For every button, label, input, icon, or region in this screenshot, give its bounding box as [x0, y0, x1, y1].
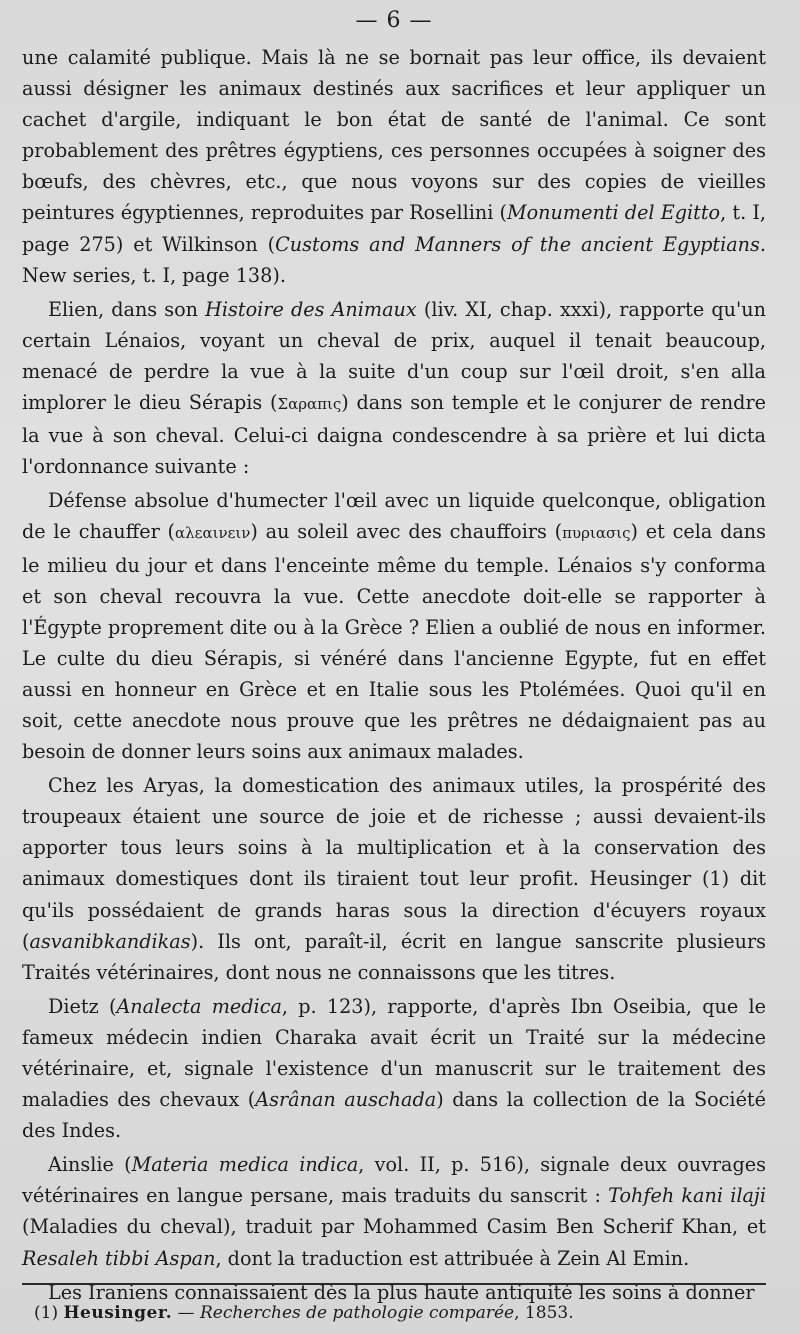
text-run: ) dans son temple et le conjurer de rendre la vue à son cheval. Celui-ci daigna condescendre à sa prière et lui dicta l'ordonnance suivante : [22, 391, 766, 479]
text-run: une calamité publique. Mais là ne se bornait pas leur office, ils devaient aussi désigner les animaux destinés aux sacrifices et leur appliquer un cachet d'argile, indiquant le bon état de santé de l'animal. Ce sont probablement des prêtres égyptiens, ces personnes occupées à soigner des bœufs, des chèvres, etc., que nous voyons sur des copies de vieilles peintures égyptiennes, reproduites par Rosellini ( [22, 46, 766, 225]
greek-term: πυριασις [562, 524, 631, 543]
italic-citation: Asrânan auschada [255, 1088, 437, 1112]
paragraph-p3 [22, 485, 766, 767]
text-run: , dont la traduction est attribuée à Zein Al Emin. [215, 1246, 690, 1270]
text-run: , vol. II, p. 516), signale deux ouvrages vétérinaires en langue persane, mais traduits du sanscrit : [22, 1153, 766, 1208]
text-run: , p. 123), rapporte, d'après Ibn Oseibia, que le fameux médecin indien Charaka avait écrit un Traité sur la médecine vétérinaire, et, signale l'existence d'un manuscrit sur le traitement des maladies des chevaux ( [22, 994, 767, 1112]
paragraph-p5 [22, 991, 766, 1146]
text-run: , t. I, page 275) et Wilkinson ( [22, 201, 766, 256]
italic-citation: Monumenti del Egitto [506, 201, 721, 225]
greek-term: Σαραπις [277, 395, 342, 414]
text-run: (liv. XI, chap. xxxi), rapporte qu'un certain Lénaios, voyant un cheval de prix, auquel il tenait beaucoup, menacé de perdre la vue à la suite d'un coup sur l'œil droit, s'en alla implorer le dieu Sérapis ( [22, 297, 766, 415]
italic-citation: Customs and Manners of the ancient Egyptians. [275, 232, 766, 256]
text-run: ). Ils ont, paraît-il, écrit en langue sanscrite plusieurs Traités vétérinaires, dont nous ne connaissons que les titres. [22, 929, 766, 984]
text-run: ) et cela dans le milieu du jour et dans l'enceinte même du temple. Lénaios s'y conforma et son cheval recouvra la vue. Cette anecdote doit-elle se rapporter à l'Égypte proprement dite ou à la Grèce ? Elien a oublié de nous en informer. Le culte du dieu Sérapis, si vénéré dans l'ancienne Egypte, fut en effet aussi en honneur en Grèce et en Italie sous les Ptolémées. Quoi qu'il en soit, cette anecdote nous prouve que les prêtres ne dédaignaient pas au besoin de donner leurs soins aux animaux malades. [22, 520, 766, 764]
italic-citation: Tohfeh kani ilaji [608, 1184, 767, 1208]
text-run: ) dans la collection de la Société des Indes. [22, 1088, 766, 1143]
footnote-dash: — [172, 1303, 200, 1323]
footnote [34, 1301, 766, 1325]
text-run: New series, t. I, page 138). [22, 263, 286, 287]
footnote-marker: (1) [34, 1303, 59, 1323]
italic-citation: Histoire des Animaux [205, 297, 417, 321]
body-text [22, 42, 766, 1308]
paragraph-p6 [22, 1149, 766, 1273]
text-run: (Maladies du cheval), traduit par Mohammed Casim Ben Scherif Khan, et [22, 1215, 766, 1239]
paragraph-p2 [22, 294, 766, 483]
text-run: Dietz ( [48, 994, 117, 1018]
paragraph-p1 [22, 42, 766, 291]
text-run: Les Iraniens connaissaient dès la plus haute antiquité les soins à donner [48, 1280, 755, 1304]
greek-term: αλεαινειν [175, 524, 251, 543]
footnote-divider [22, 1283, 766, 1285]
italic-citation: asvanibkandikas [29, 929, 191, 953]
text-run: ) au soleil avec des chauffoirs ( [250, 520, 563, 544]
footnote-author: Heusinger. [63, 1303, 173, 1323]
footnote-title: Recherches de pathologie comparée [199, 1303, 515, 1323]
italic-citation: Resaleh tibbi Aspan [22, 1246, 216, 1270]
footnote-year: , 1853. [514, 1303, 574, 1323]
page-number: — 6 — [355, 8, 433, 33]
text-run: Chez les Aryas, la domestication des animaux utiles, la prospérité des troupeaux étaient une source de joie et de richesse ; aussi devaient-ils apporter tous leurs soins à la multiplication et à la conservation des animaux domestiques dont ils tiraient tout leur profit. Heusinger (1) dit qu'ils possédaient de grands haras sous la direction d'écuyers royaux ( [22, 774, 766, 953]
paragraph-p4 [22, 770, 766, 988]
text-run: Elien, dans son [48, 297, 206, 321]
italic-citation: Materia medica indica [131, 1153, 359, 1177]
italic-citation: Analecta medica [116, 994, 282, 1018]
text-run: Défense absolue d'humecter l'œil avec un liquide quelconque, obligation de le chauffer ( [22, 489, 766, 544]
text-run: Ainslie ( [48, 1153, 132, 1177]
